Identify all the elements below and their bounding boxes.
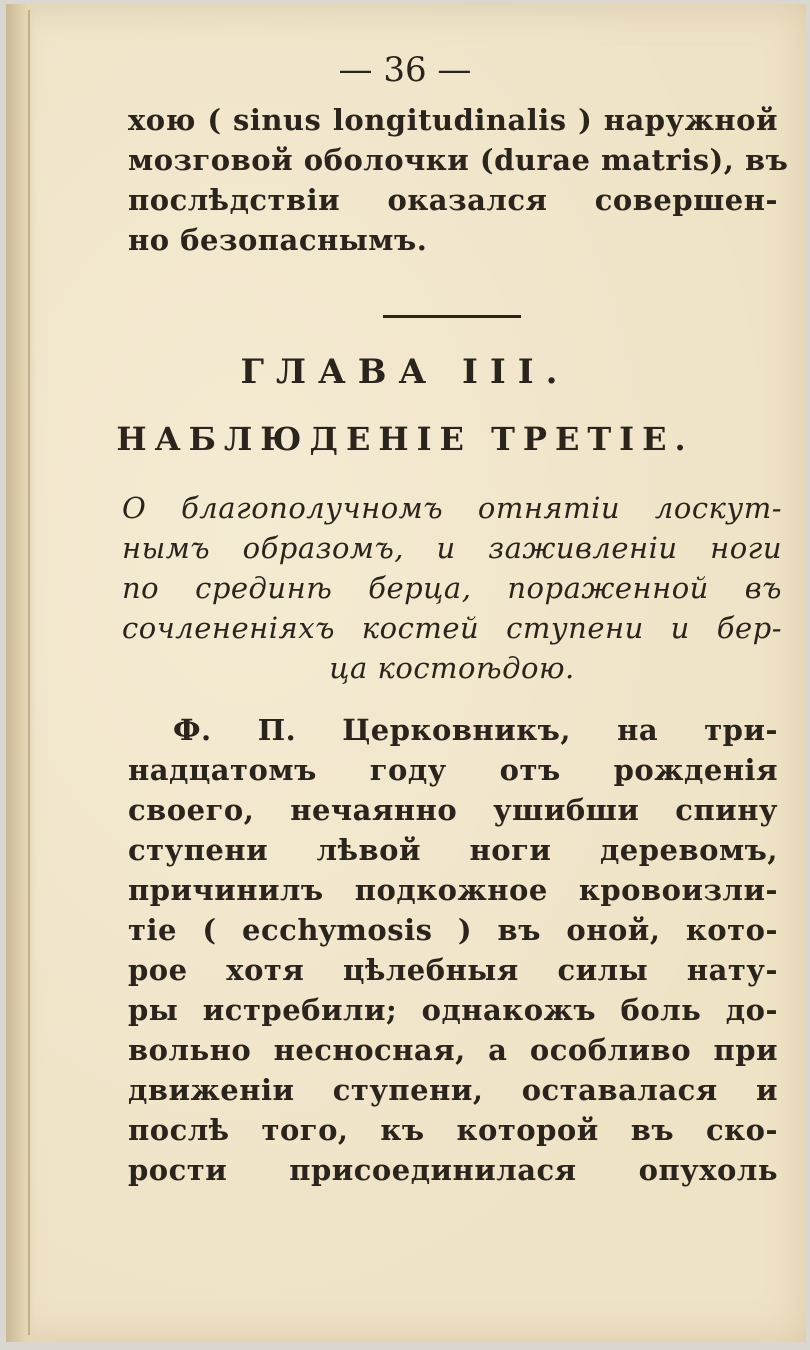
body-line: вольно несносная, а особливо при xyxy=(128,1033,778,1067)
page-number: — 36 — xyxy=(338,50,472,90)
body-line: своего, нечаянно ушибши спину xyxy=(128,793,778,827)
body-line: рости присоединилася опухоль xyxy=(128,1153,778,1187)
body-line: надцатомъ году отъ рожденія xyxy=(128,753,778,787)
subtitle-line: О благополучномъ отнятіи лоскут- xyxy=(122,491,782,525)
subtitle-line: сочлененіяхъ костей ступени и бер- xyxy=(122,611,782,645)
page-fold xyxy=(28,10,30,1335)
subtitle-line: по срединѣ берца, пораженной въ xyxy=(122,571,782,605)
body-line: послѣ того, къ которой въ ско- xyxy=(128,1113,778,1147)
body-line: рое хотя цѣлебныя силы нату- xyxy=(128,953,778,987)
text-line: хою ( sinus longitudinalis ) наружной xyxy=(128,103,778,137)
page-gutter xyxy=(6,4,36,1342)
text-line: послѣдствіи оказался совершен- xyxy=(128,183,778,217)
body-line: причинилъ подкожное кровоизли- xyxy=(128,873,778,907)
body-paragraph xyxy=(128,710,778,1190)
section-divider xyxy=(383,315,521,318)
chapter-heading: ГЛАВА III. xyxy=(240,352,570,392)
text-line: но безопаснымъ. xyxy=(128,223,428,257)
body-line: тіе ( ecchymosis ) въ оной, кото- xyxy=(128,913,778,947)
body-line: движеніи ступени, оставалася и xyxy=(128,1073,778,1107)
body-line: ры истребили; однакожъ боль до- xyxy=(128,993,778,1027)
observation-heading: НАБЛЮДЕНІЕ ТРЕТІЕ. xyxy=(116,420,694,458)
body-line: Ф. П. Церковникъ, на три- xyxy=(173,713,778,747)
subtitle-line: нымъ образомъ, и заживленіи ноги xyxy=(122,531,782,565)
subtitle-block xyxy=(122,488,782,688)
body-line: ступени лѣвой ноги деревомъ, xyxy=(128,833,778,867)
top-paragraph xyxy=(128,100,789,260)
subtitle-line: ца костоѣдою. xyxy=(329,651,575,685)
text-line: мозговой оболочки (durae matris), въ xyxy=(128,143,789,177)
